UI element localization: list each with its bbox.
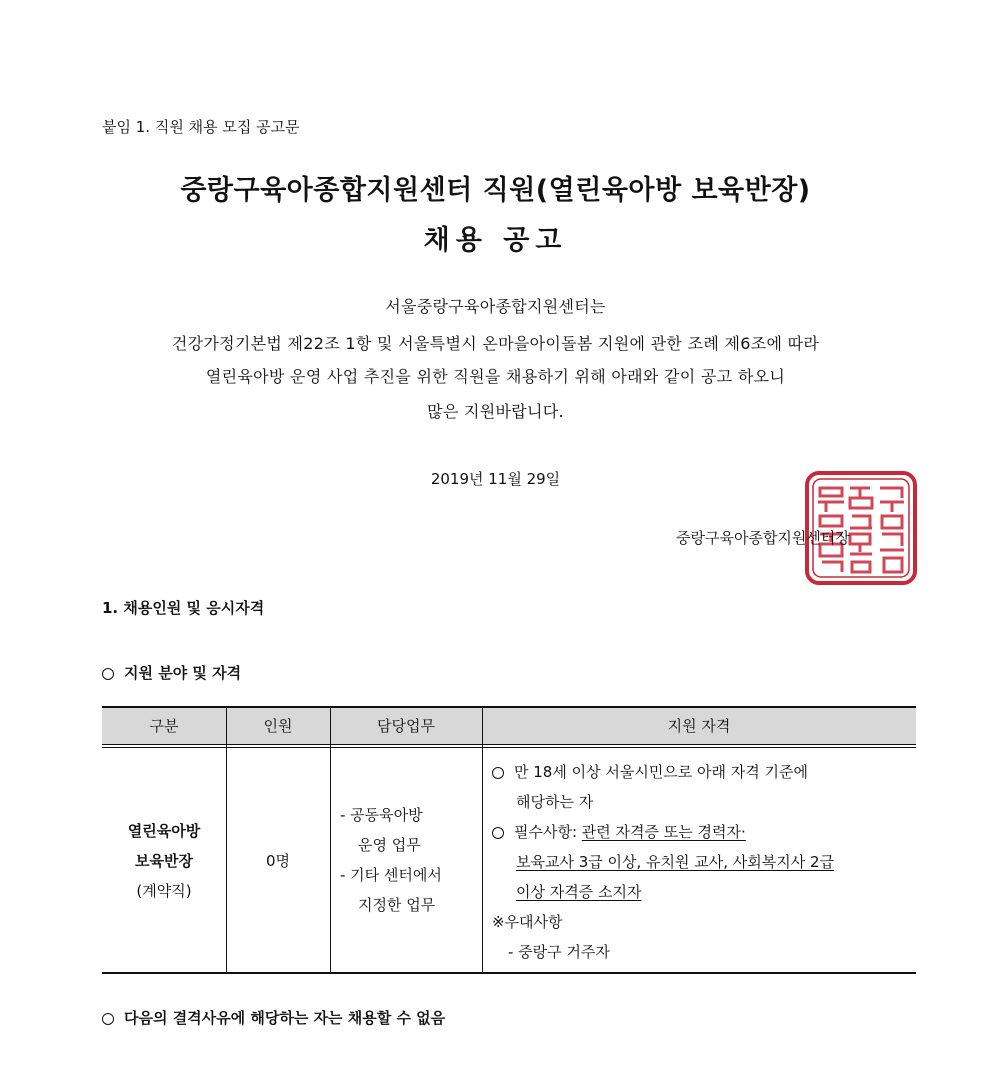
intro-line-3: 열린육아방 운영 사업 추진을 위한 직원을 채용하기 위해 아래와 같이 공고 하오니 xyxy=(205,367,786,386)
attachment-note: 붙임 1. 직원 채용 모집 공고문 xyxy=(102,118,300,136)
disqualification-heading-text: 다음의 결격사유에 해당하는 자는 채용할 수 없음 xyxy=(124,1009,446,1027)
duty-line-2: 운영 업무 xyxy=(358,836,421,854)
intro-line-4: 많은 지원바랍니다. xyxy=(427,402,564,421)
announcement-date: 2019년 11월 29일 xyxy=(430,470,561,488)
required-text-line-2: 보육교사 3급 이상, 유치원 교사, 사회복지사 2급 xyxy=(516,853,835,871)
preference-heading: ※우대사항 xyxy=(492,913,563,931)
subsection-heading-text: 지원 분야 및 자격 xyxy=(124,664,242,682)
required-label: 필수사항: xyxy=(514,823,582,841)
subsection-heading xyxy=(102,662,241,683)
required-text-line-3: 이상 자격증 소지자 xyxy=(516,883,642,901)
intro-line-2: 건강가정기본법 제22조 1항 및 서울특별시 온마을아이돌봄 지원에 관한 조례 제6조에 따라 xyxy=(171,334,820,353)
circle-bullet-icon xyxy=(492,827,504,839)
count-value: 0명 xyxy=(265,852,291,870)
organization-signature: 중랑구육아종합지원센터장 xyxy=(676,529,850,547)
intro-line-1: 서울중랑구육아종합지원센터는 xyxy=(385,297,606,316)
disqualification-heading xyxy=(102,1007,445,1028)
qualification-text: 만 18세 이상 서울시민으로 아래 자격 기준에 xyxy=(514,763,809,781)
qualification-item-cont: 해당하는 자 xyxy=(516,793,594,811)
category-line-2: 보육반장 xyxy=(135,852,193,870)
circle-bullet-icon xyxy=(102,1013,114,1025)
header-qualifications: 지원 자격 xyxy=(667,717,731,735)
circle-bullet-icon xyxy=(492,767,504,779)
section-heading: 1. 채용인원 및 응시자격 xyxy=(102,599,265,617)
page-title: 중랑구육아종합지원센터 직원(열린육아방 보육반장) xyxy=(180,175,811,206)
duty-line-1: - 공동육아방 xyxy=(340,806,423,824)
duty-line-4: 지정한 업무 xyxy=(358,896,436,914)
preference-item: - 중랑구 거주자 xyxy=(508,943,610,961)
duty-line-3: - 기타 센터에서 xyxy=(340,866,442,884)
qualification-item xyxy=(492,761,808,782)
header-duties: 담당업무 xyxy=(377,717,435,735)
header-count: 인원 xyxy=(263,717,293,735)
circle-bullet-icon xyxy=(102,668,114,680)
page-subtitle: 채용 공고 xyxy=(423,225,568,256)
qualification-table xyxy=(102,706,916,974)
category-line-3: (계약직) xyxy=(136,882,192,900)
header-category: 구분 xyxy=(149,717,179,735)
required-item xyxy=(492,821,746,842)
category-line-1: 열린육아방 xyxy=(127,822,201,840)
required-text: 관련 자격증 또는 경력자· xyxy=(581,823,746,841)
